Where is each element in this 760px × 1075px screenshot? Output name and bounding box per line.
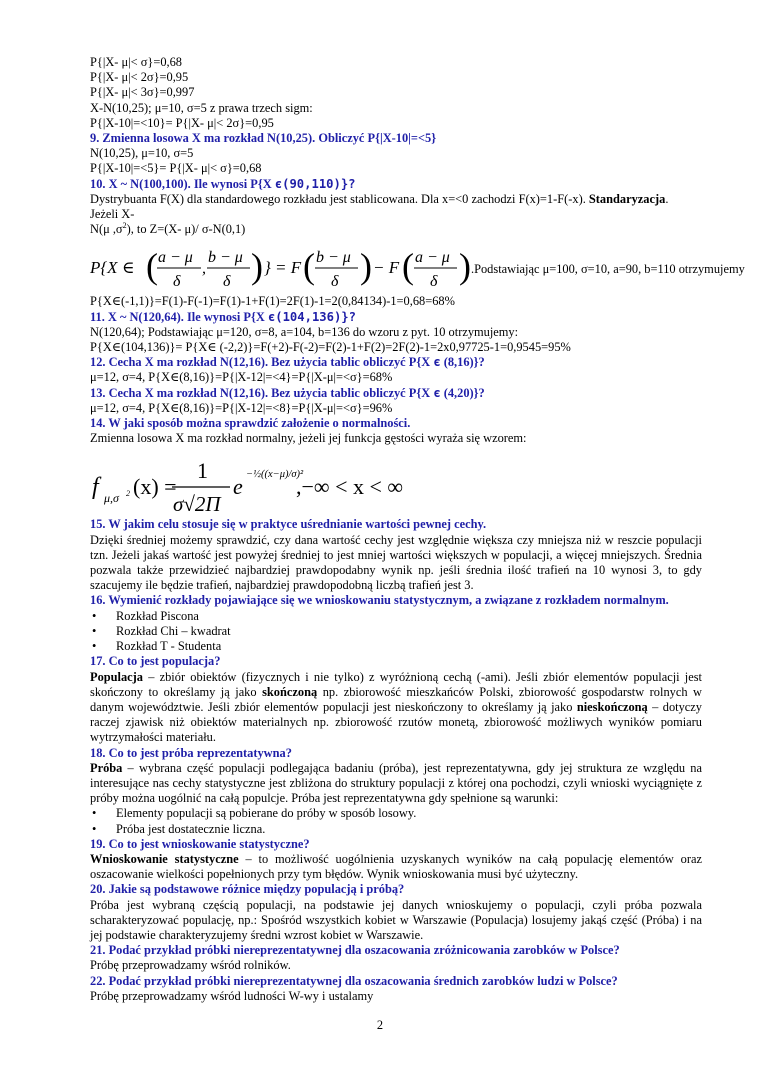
list-item: • Próba jest dostatecznie liczna. [90, 822, 702, 837]
list-item: • Rozkład Chi – kwadrat [90, 624, 702, 639]
question-20-heading: 20. Jakie są podstawowe różnice między populacją i próbą? [90, 882, 405, 897]
document-page [90, 55, 745, 1004]
formula-graphic [90, 450, 702, 516]
formula-denominator: δ [223, 273, 231, 291]
formula-numerator: 1 [197, 458, 208, 484]
text-line: P{X∈(104,136)}= P{X∈ (-2,2)}=F(+2)-F(-2)=F(2)-1+F(2)=2F(2)-1=2x0,97725-1=0,9545=95% [90, 340, 571, 355]
formula-sub-sup: 2 [126, 489, 130, 499]
formula-paren: ) [459, 246, 471, 287]
question-22-heading: 22. Podać przykład próbki niereprezentatywnej dla oszacowania średnich zarobków ludzi w Polsce? [90, 973, 618, 988]
text-span: – zbiór obiektów (fizycznych i nie tylko) z wyróżnioną cechą (-ami). Jeśli zbiór elementów populacji jest skończony to określamy ją jako [90, 669, 702, 699]
formula-numerator-b: b − μ [208, 249, 243, 267]
standardization-formula [90, 243, 745, 293]
heading-text: 10. X ~ N(100,100). Ile wynosi P{X [90, 176, 275, 191]
formula-numerator-a: a − μ [415, 249, 450, 267]
text-line [90, 222, 702, 237]
paragraph [90, 761, 702, 807]
text-span: Dystrybuanta F(X) dla standardowego rozkładu jest stablicowana. Dla x=<0 zachodzi F(x)=1-F(-x). [90, 191, 589, 206]
heading-set: є [433, 385, 441, 400]
text-line: X-N(10,25); μ=10, σ=5 z prawa trzech sigm: [90, 100, 313, 115]
question-9-heading: 9. Zmienna losowa X ma rozkład N(10,25). Obliczyć P{|X-10|=<5} [90, 131, 437, 146]
question-19-heading: 19. Co to jest wnioskowanie statystyczne? [90, 836, 310, 851]
text-line: μ=12, σ=4, P{X∈(8,16)}=P{|X-12|=<8}=P{|X-μ|=<σ}=96% [90, 400, 393, 415]
question-17-heading: 17. Co to jest populacja? [90, 654, 221, 669]
text-line: P{|X- μ|< 2σ}=0,95 [90, 70, 189, 85]
text-span: – wybrana część populacji podlegająca badaniu (próba), jest reprezentatywna, gdy jej struktura ze względu na interesujące nas cechy statystyczne jest zbliżona do struktury populacji z której ona pochodzi, czyli wnioski wyciągnięte z próby można uogólnić na całą populcje. Próba jest reprezentatywna gdy spełnione są warunki: [90, 760, 702, 806]
formula-comma: , [202, 260, 206, 278]
text-line [90, 192, 702, 207]
question-21-heading: 21. Podać przykład próbki niereprezentatywnej dla oszacowania zróżnicowania zarobków w Polsce? [90, 943, 620, 958]
formula-lhs: P{X ∈ [90, 258, 135, 278]
text-span: – dotyczy raczej zjawisk niż obiektów materialnych np. zbiorowość rzutów monetą, zbiorowość możliwych wyników pomiaru wytrzymałości materiału. [90, 699, 702, 745]
text-line: Jeżeli X- [90, 207, 135, 222]
heading-text: 11. X ~ N(120,64). Ile wynosi P{X [90, 309, 268, 324]
question-15-heading: 15. W jakim celu stosuje się w praktyce uśrednianie wartości pewnej cechy. [90, 517, 487, 532]
formula-paren: ( [303, 246, 315, 287]
formula-graphic [90, 243, 745, 293]
paragraph: Próba jest wybraną częścią populacji, na podstawie jej danych wnioskujemy o populacji, czyli próba pozwala scharakteryzować populację, np.: Spośród wszystkich kobiet w Warszawie (Populacja) losujemy jakąś część (Próba) i na jej podstawie charakteryzujemy średni wzrost kobiet w Warszawie. [90, 897, 702, 942]
formula-subscript: μ,σ [104, 491, 119, 506]
text-span: ), to Z=(X- μ)/ σ-N(0,1) [126, 222, 246, 237]
density-formula [90, 450, 702, 516]
superscript: 2 [122, 221, 127, 231]
heading-set: є [433, 355, 441, 370]
formula-tail: ,−∞ < x < ∞ [296, 474, 404, 500]
formula-paren: ( [146, 246, 158, 287]
text-line: μ=12, σ=4, P{X∈(8,16)}=P{|X-12|=<4}=P{|X-μ|=<σ}=68% [90, 370, 393, 385]
text-line: Próbę przeprowadzamy wśród rolników. [90, 958, 291, 973]
heading-text: (4,20)}? [440, 385, 485, 400]
formula-minus: − F [373, 258, 400, 278]
text-line: P{|X- μ|< 3σ}=0,997 [90, 85, 195, 100]
paragraph [90, 670, 702, 746]
formula-paren: ) [360, 246, 372, 287]
list-item: • Rozkład Piscona [90, 609, 702, 624]
formula-tail: .Podstawiając μ=100, σ=10, a=90, b=110 otrzymujemy [471, 262, 745, 277]
formula-denominator: σ√2Π [173, 492, 221, 517]
bold-term: Wnioskowanie statystyczne [90, 851, 239, 866]
text-line: P{|X-10|=<5}= P{|X- μ|< σ}=0,68 [90, 161, 262, 176]
paragraph [90, 852, 702, 882]
heading-set: є(104,136)}? [267, 309, 356, 324]
formula-denominator: δ [331, 273, 339, 291]
formula-denominator: δ [430, 273, 438, 291]
heading-text: 13. Cecha X ma rozkład N(12,16). Bez użycia tablic obliczyć P{X [90, 385, 434, 400]
text-span: . [665, 191, 669, 206]
bold-term: Próba [90, 760, 123, 775]
heading-text: (8,16)}? [440, 355, 485, 370]
formula-paren: ( [402, 246, 414, 287]
text-line: P{X∈(-1,1)}=F(1)-F(-1)=F(1)-1+F(1)=2F(1)-1=2(0,84134)-1=0,68=68% [90, 294, 455, 309]
bold-term: Populacja [90, 669, 144, 684]
question-12-heading [90, 355, 702, 370]
list-item: • Rozkład T - Studenta [90, 639, 702, 654]
text-line: Zmienna losowa X ma rozkład normalny, jeżeli jej funkcja gęstości wyraża się wzorem: [90, 431, 527, 446]
formula-numerator-b: b − μ [316, 249, 351, 267]
question-10-heading [90, 177, 702, 192]
text-span: np. zbiorowość mieszkańców Polski, zbiorowość gospodarstw rolnych w danym województwie. Jeśli zbiór elementów populacji jest nieskończony to określamy ją jako [90, 684, 702, 714]
text-line: Próbę przeprowadzamy wśród ludności W-wy i ustalamy [90, 988, 374, 1003]
question-18-heading: 18. Co to jest próba reprezentatywna? [90, 745, 292, 760]
heading-set: є(90,110)}? [274, 176, 356, 191]
text-line: N(10,25), μ=10, σ=5 [90, 146, 194, 161]
formula-e: e [233, 474, 243, 500]
formula-f: f [92, 474, 99, 501]
page-number: 2 [376, 1018, 384, 1032]
question-16-heading: 16. Wymienić rozkłady pojawiające się we wnioskowaniu statystycznym, a związane z rozkładem normalnym. [90, 593, 669, 608]
bold-term: Standaryzacja [588, 191, 666, 206]
formula-denominator: δ [173, 273, 181, 291]
list-item: • Elementy populacji są pobierane do próby w sposób losowy. [90, 806, 702, 821]
question-13-heading [90, 386, 702, 401]
formula-numerator-a: a − μ [158, 249, 193, 267]
formula-paren: ) [251, 246, 263, 287]
bold-term: skończoną [262, 684, 318, 699]
paragraph: Dzięki średniej możemy sprawdzić, czy dana wartość cechy jest względnie większa czy mniejsza niż w reszcie populacji tzn. Jeżeli jakaś wartość jest powyżej średniej to jest mniej wartości większych w populacji, a więcej mniejszych. Średnia pozwala także przewidzieć najbardziej prawdopodabny wynik np. jeśli średnia ilość trafień na 10 wynosi 3, to gdy szacujemy ile będzie trafień, najbardziej prawdopodobną liczbą trafień jest 3. [90, 532, 702, 593]
formula-equals: } = F [264, 258, 302, 278]
text-span: N(μ ,σ [90, 222, 123, 237]
bold-term: nieskończoną [576, 699, 648, 714]
heading-text: 12. Cecha X ma rozkład N(12,16). Bez użycia tablic obliczyć P{X [90, 355, 434, 370]
formula-exponent: −½((x−μ)/σ)² [246, 469, 304, 481]
question-14-heading: 14. W jaki sposób można sprawdzić założenie o normalności. [90, 416, 411, 431]
formula-arg: (x) = [133, 474, 177, 500]
question-11-heading [90, 310, 702, 325]
text-line: P{|X- μ|< σ}=0,68 [90, 55, 182, 69]
text-line: P{|X-10|=<10}= P{|X- μ|< 2σ}=0,95 [90, 115, 274, 130]
text-span: – to możliwość uogólnienia uzyskanych wyników na całą populację elementów oraz oszacowanie wielkości popełnionych przy tym błędów. Wynik wnioskowania musi być użyteczny. [90, 851, 703, 882]
text-line: N(120,64); Podstawiając μ=120, σ=8, a=104, b=136 do wzoru z pyt. 10 otrzymujemy: [90, 324, 519, 339]
